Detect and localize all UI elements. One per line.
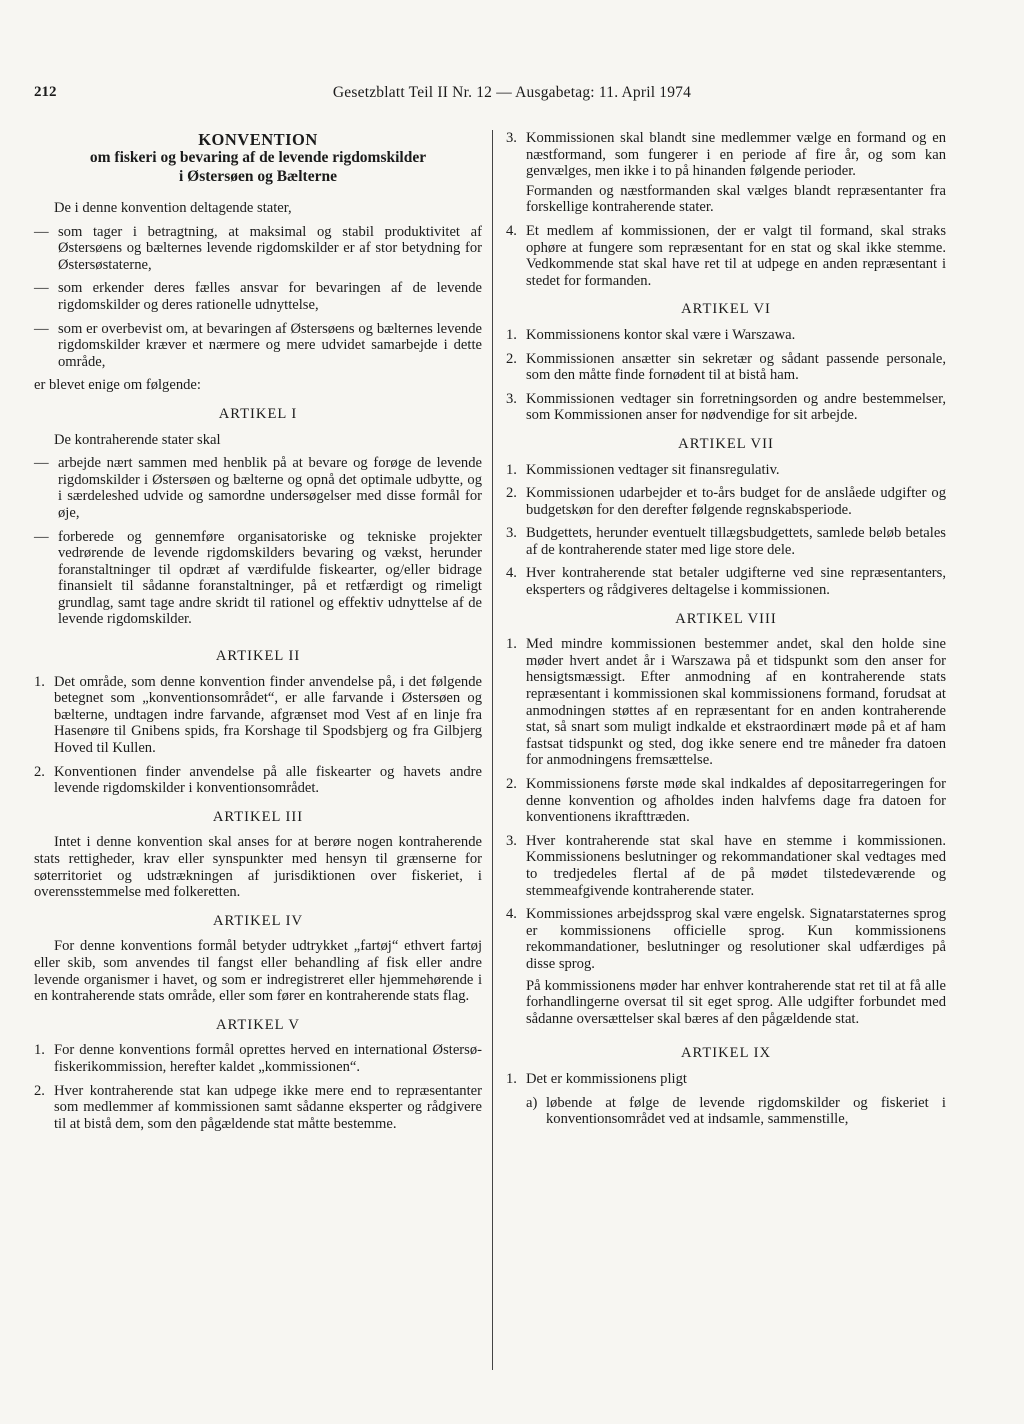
item-number: 2.: [506, 350, 517, 367]
article-2-heading: ARTIKEL II: [215, 648, 301, 665]
article-8-item-text: Kommissiones arbejdssprog skal være engelsk. Signatarstaternes sprog er kommissionens officielle sprog. Kun kommissionens rekommandationer, beslutninger og resolutioner skal udfærdiges på disse sprog.: [526, 906, 946, 972]
article-3-text: Intet i denne konvention skal anses for at berøre nogen kontraherende stats rettigheder, krav eller synspunkter med hensyn til grænserne for søterritoriet og udstrækningen af jurisdiktionen over fiskeriet, i overensstemmelse med folkeretten.: [34, 834, 482, 901]
preamble-outro: er blevet enige om følgende:: [34, 377, 201, 394]
article-7-item: [506, 485, 946, 518]
item-number: 2.: [506, 485, 517, 502]
article-5-item: [34, 1083, 482, 1133]
article-8-item: [506, 776, 946, 826]
dash-marker: —: [34, 455, 49, 472]
preamble-item: [34, 224, 482, 274]
article-9-heading: ARTIKEL IX: [680, 1045, 772, 1062]
article-2-item: [34, 674, 482, 757]
article-8-item-text: Kommissionens første møde skal indkaldes af depositarregeringen for denne konvention og afholdes inden halvfems dage fra datoen for konventionens ikrafttræden.: [526, 776, 946, 826]
article-5-heading: ARTIKEL V: [216, 1016, 300, 1033]
article-5-item-3-paragraph-2: Formanden og næstformanden skal vælges blandt repræsentanter fra forskellige kontraherende stater.: [526, 182, 946, 216]
dash-marker: —: [34, 320, 49, 337]
article-9-item-text: Det er kommissionens pligt: [526, 1070, 687, 1087]
article-2-item-text: Det område, som denne konvention finder anvendelse på, i det følgende betegnet som „konventionsområdet“, er alle farvande i Østersøen og bælterne, undtagen indre farvande, afgrænset mod Vest af en linje fra Hasenøre til Gnibens spids, fra Korshage til Spodsbjerg og fra Gilbjerg Hoved til Kullen.: [54, 673, 482, 757]
article-1-intro: De kontraherende stater skal: [54, 431, 221, 448]
item-number: 4.: [506, 565, 517, 582]
article-8-item: [506, 636, 946, 769]
article-7-item-text: Kommissionen udarbejder et to-års budget for de anslåede udgifter og budgetskøn for den derefter følgende regnskabsperiode.: [526, 485, 946, 518]
article-8-item: [506, 906, 946, 972]
article-7-item: [506, 462, 946, 479]
article-6-item: [506, 351, 946, 384]
preamble-item-text: som erkender deres fælles ansvar for bevaringen af de levende rigdomskilder og deres rationelle udnyttelse,: [58, 280, 482, 313]
article-5-item-text: Hver kontraherende stat kan udpege ikke mere end to repræsentanter som medlemmer af kommissionen samt sådanne eksperter og rådgivere til at bistå dem, som den pågældende stat måtte bestemme.: [54, 1082, 482, 1132]
article-7-item-text: Kommissionen vedtager sit finansregulativ.: [526, 461, 780, 478]
item-number: 3.: [506, 390, 517, 407]
article-8-item-text: Hver kontraherende stat skal have en stemme i kommissionen. Kommissionens beslutninger og rekommandationer skal vedtages med to tredjedeles flertal af de på mødet tilstedeværende og stemmeafgivende kontraherende stater.: [526, 832, 946, 899]
item-number: 1.: [34, 1042, 45, 1059]
item-number: 2.: [506, 776, 517, 792]
item-number: 2.: [34, 763, 45, 780]
article-5-item: [506, 130, 946, 180]
item-number: 3.: [506, 525, 517, 542]
article-8-item-4-paragraph-2: På kommissionens møder har enhver kontraherende stat ret til at få alle forhandlingerne oversat til sit eget sprog. Alle udgifter forbundet med sådanne oversættelser skal bæres af den pågældende stat.: [526, 977, 946, 1027]
title-line-2: om fiskeri og bevaring af de levende rigdomskilder: [89, 149, 427, 166]
article-7-heading: ARTIKEL VII: [678, 435, 774, 452]
dash-marker: —: [34, 280, 49, 297]
article-9-item: [506, 1071, 946, 1088]
document-title: [34, 130, 482, 186]
article-5-item-text: Et medlem af kommissionen, der er valgt til formand, skal straks ophøre at fungere som repræsentant for en stat og skal ikke stemme. Vedkommende stat skal have ret til at udpege en anden repræsentant i stedet for formanden.: [526, 222, 946, 289]
column-divider: [492, 130, 493, 1370]
preamble-item: [34, 280, 482, 313]
article-6-item-text: Kommissionen ansætter sin sekretær og sådant passende personale, som den måtte finde fornødent til at bistå ham.: [526, 350, 946, 384]
item-number: 1.: [506, 1070, 517, 1087]
article-1-item: [34, 455, 482, 521]
preamble-item: [34, 321, 482, 371]
sub-item-letter: a): [526, 1094, 538, 1111]
article-1-item: [34, 529, 482, 629]
item-number: 3.: [506, 832, 517, 849]
article-2-item: [34, 764, 482, 797]
article-8-item-text: Med mindre kommissionen bestemmer andet, skal den holde sine møder hvert andet år i Warszawa på et tidspunkt som den anser for hensigtsmæssigt. Efter anmodning af en kontraherende stats repræsentant i kommissionen skal kommissionens formand, forudsat at anmodningen støttes af en repræsentant for en anden kontraherende stat, så snart som muligt indkalde et ekstraordinært møde på et af ham fastsat tidspunkt og sted, dog ikke senere end tre måneder fra datoen for anmodningens fremsættelse.: [526, 636, 946, 769]
left-column: [34, 130, 482, 1139]
article-6-item-text: Kommissionens kontor skal være i Warszawa.: [526, 326, 796, 343]
item-number: 4.: [506, 906, 517, 923]
article-5-item: [506, 223, 946, 289]
article-1-item-text: forberede og gennemføre organisatoriske og tekniske projekter vedrørende de levende rigdomskilders bevaring og vækst, herunder foranstaltninger til opdræt af værdifulde fiskearter, og/eller bidrage finansielt til sådanne foranstaltninger, på et retfærdigt og rimeligt grundlag, samt tage andre skridt til rationel og effektiv udnyttelse af de levende rigdomskilder.: [58, 528, 482, 628]
article-6-item-text: Kommissionen vedtager sin forretningsorden og andre bestemmelser, som Kommissionen anser for nødvendige for sit arbejde.: [526, 390, 946, 424]
article-2-item-text: Konventionen finder anvendelse på alle fiskearter og havets andre levende rigdomskilder i konventionsområdet.: [54, 763, 482, 797]
article-5-item: [34, 1042, 482, 1075]
article-9-sub-item-text: løbende at følge de levende rigdomskilder og fiskeriet i konventionsområdet ved at indsamle, sammenstille,: [546, 1094, 946, 1128]
article-7-item-text: Hver kontraherende stat betaler udgifterne ved sine repræsentanters, eksperters og rådgiveres deltagelse i kommissionen.: [526, 565, 946, 599]
page-number: 212: [34, 84, 57, 100]
article-9-sub-item: [506, 1095, 946, 1128]
article-4-text: For denne konventions formål betyder udtrykket „fartøj“ ethvert fartøj eller skib, som anvendes til fangst eller behandling af fisk eller andre levende organismer i havet, og som er indregistreret eller hjemmehørende i en kontraherende stats område, eller som fører en kontraherende stats flag.: [34, 938, 482, 1005]
article-6-item: [506, 327, 946, 344]
item-number: 1.: [506, 326, 517, 343]
preamble-intro: De i denne konvention deltagende stater,: [54, 200, 292, 216]
article-5-item-text: For denne konventions formål oprettes herved en international Østersø-fiskerikommission, herefter kaldet „kommissionen“.: [54, 1042, 482, 1075]
item-number: 3.: [506, 130, 517, 146]
article-4-heading: ARTIKEL IV: [212, 912, 304, 929]
title-line-3: i Østersøen og Bælterne: [179, 167, 337, 185]
article-5-item-text: Kommissionen skal blandt sine medlemmer vælge en formand og en næstformand, som fungerer i en periode af fire år, og som kan genvælges, men ikke i to på hinanden følgende perioder.: [526, 130, 946, 180]
article-1-item-text: arbejde nært sammen med henblik på at bevare og forøge de levende rigdomskilder i Østersøen og bælterne og opnå det optimale udbytte, og i særdeleshed udvide og samordne undersøgelser med disse formål for øje,: [58, 455, 482, 521]
article-8-heading: ARTIKEL VIII: [675, 610, 777, 627]
article-7-item: [506, 525, 946, 558]
right-column: [506, 130, 946, 1135]
item-number: 1.: [34, 673, 45, 690]
dash-marker: —: [34, 223, 49, 240]
item-number: 1.: [506, 636, 517, 653]
preamble-item-text: som er overbevist om, at bevaringen af Østersøens og bælternes levende rigdomskilder kræver et nærmere og mere udvidet samarbejde i dette område,: [58, 320, 482, 370]
article-6-heading: ARTIKEL VI: [681, 301, 771, 318]
preamble-item-text: som tager i betragtning, at maksimal og stabil produktivitet af Østersøens og bælternes levende rigdomskilder er af stor betydning for Østersøstaterne,: [58, 223, 482, 273]
article-6-item: [506, 391, 946, 424]
article-1-heading: ARTIKEL I: [218, 405, 298, 422]
dash-marker: —: [34, 528, 49, 545]
article-7-item: [506, 565, 946, 598]
article-8-item: [506, 833, 946, 899]
item-number: 2.: [34, 1082, 45, 1099]
article-3-heading: ARTIKEL III: [212, 808, 304, 825]
title-line-1: KONVENTION: [198, 130, 318, 149]
running-header: Gesetzblatt Teil II Nr. 12 — Ausgabetag: 11. April 1974: [332, 84, 692, 101]
item-number: 1.: [506, 461, 517, 478]
article-7-item-text: Budgettets, herunder eventuelt tillægsbudgettets, samlede beløb betales af de kontraherende stater med lige store dele.: [526, 525, 946, 558]
item-number: 4.: [506, 222, 517, 239]
